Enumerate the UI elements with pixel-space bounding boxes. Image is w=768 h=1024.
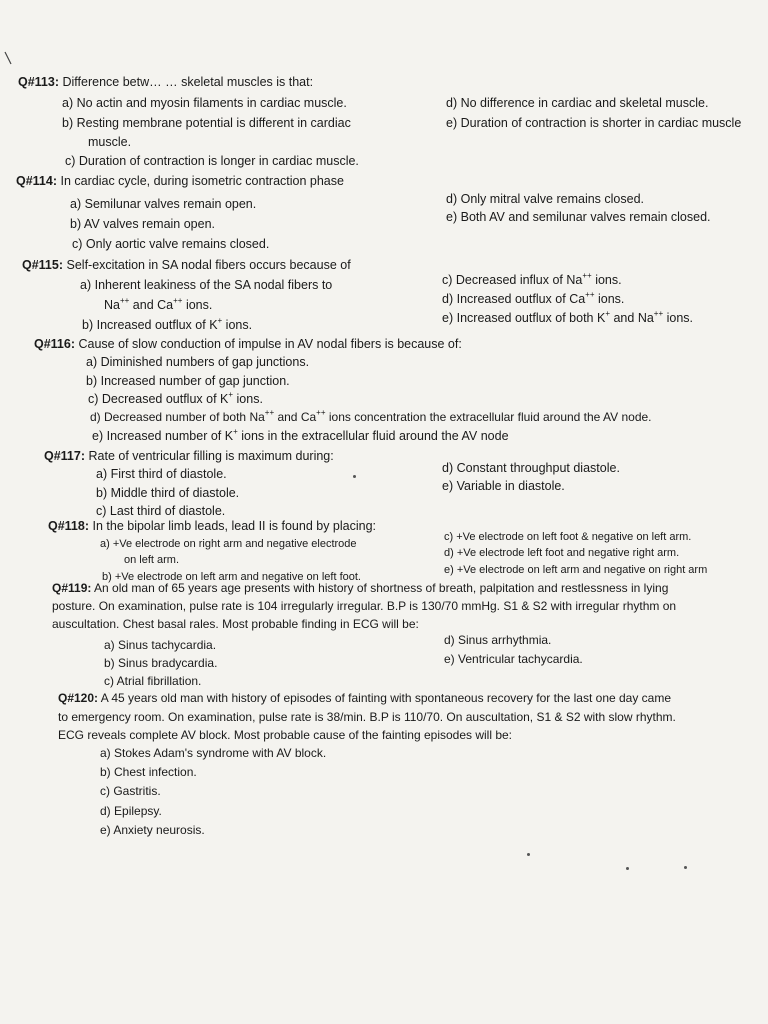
question-text: Rate of ventricular filling is maximum during: [88,449,334,463]
speck [353,475,356,478]
question-text: Difference betw… … skeletal muscles is that: [62,75,314,89]
option-119-e: e) Ventricular tachycardia. [444,652,583,666]
question-118 [48,518,376,534]
option-116-d: d) Decreased number of both Na++ and Ca++ ions concentration the extracellular fluid around the AV node. [90,408,652,424]
option-119-b: b) Sinus bradycardia. [104,656,218,670]
option-118-c: c) +Ve electrode on left foot & negative on left arm. [444,531,692,543]
question-number: Q#120: [58,691,99,705]
option-118-b: b) +Ve electrode on left arm and negative on left foot. [102,571,361,583]
option-115-b: b) Increased outflux of K+ ions. [82,315,253,332]
option-114-a: a) Semilunar valves remain open. [70,197,257,211]
question-number: Q#115: [22,258,64,272]
option-117-a: a) First third of diastole. [96,467,227,481]
question-120-line3: ECG reveals complete AV block. Most probable cause of the fainting episodes will be: [58,728,513,742]
question-number: Q#116: [34,337,76,351]
question-number: Q#117: [44,449,86,463]
speck [626,867,629,870]
question-number: Q#114: [16,174,58,188]
speck [527,853,530,856]
question-text: Cause of slow conduction of impulse in AV nodal fibers is because of: [78,337,462,351]
option-117-b: b) Middle third of diastole. [96,486,240,500]
question-119-line3: auscultation. Chest basal rales. Most probable finding in ECG will be: [52,617,419,631]
question-120-line2: to emergency room. On examination, pulse rate is 38/min. B.P is 110/70. On auscultation, S1 & S2 with slow rhythm. [58,710,676,724]
question-text: In cardiac cycle, during isometric contraction phase [60,174,344,188]
option-113-a: a) No actin and myosin filaments in cardiac muscle. [62,96,347,110]
option-120-a: a) Stokes Adam's syndrome with AV block. [100,746,327,760]
option-119-d: d) Sinus arrhythmia. [444,633,552,647]
option-114-d: d) Only mitral valve remains closed. [446,192,645,206]
option-116-b: b) Increased number of gap junction. [86,374,290,388]
option-120-b: b) Chest infection. [100,765,197,779]
option-117-e: e) Variable in diastole. [442,479,565,493]
option-119-a: a) Sinus tachycardia. [104,638,217,652]
question-113 [18,74,313,90]
question-120 [58,690,671,706]
option-120-e: e) Anxiety neurosis. [100,823,205,837]
option-113-e: e) Duration of contraction is shorter in cardiac muscle [446,116,742,130]
option-113-b: b) Resting membrane potential is different in cardiac [62,116,351,130]
question-115 [22,257,351,273]
question-text-line1: An old man of 65 years age presents with history of shortness of breath, palpitation and restlessness in lying [94,581,669,595]
option-117-d: d) Constant throughput diastole. [442,461,620,475]
option-118-a: a) +Ve electrode on right arm and negative electrode [100,538,357,550]
question-116 [34,336,462,352]
option-116-c: c) Decreased outflux of K+ ions. [88,389,263,406]
question-text-line1: A 45 years old man with history of episodes of fainting with spontaneous recovery for the last one day came [100,691,672,705]
question-114 [16,173,344,189]
question-119 [52,580,668,596]
question-117 [44,448,334,464]
option-114-e: e) Both AV and semilunar valves remain closed. [446,210,711,224]
question-number: Q#118: [48,519,90,533]
option-115-a-cont: Na++ and Ca++ ions. [104,295,213,312]
option-118-d: d) +Ve electrode left foot and negative right arm. [444,547,680,559]
question-number: Q#119: [52,581,92,595]
option-113-d: d) No difference in cardiac and skeletal muscle. [446,96,709,110]
question-119-line2: posture. On examination, pulse rate is 104 irregularly irregular. B.P is 130/70 mmHg. S1 & S2 with irregular rhythm on [52,599,677,613]
option-115-a: a) Inherent leakiness of the SA nodal fibers to [80,278,333,292]
option-116-e: e) Increased number of K+ ions in the extracellular fluid around the AV node [92,426,509,443]
question-text: Self-excitation in SA nodal fibers occurs because of [66,258,351,272]
option-113-c: c) Duration of contraction is longer in cardiac muscle. [65,154,359,168]
option-120-d: d) Epilepsy. [100,804,162,818]
option-114-c: c) Only aortic valve remains closed. [72,237,270,251]
question-number: Q#113: [18,75,60,89]
speck [684,866,687,869]
option-118-e: e) +Ve electrode on left arm and negative on right arm [444,564,708,576]
option-116-a: a) Diminished numbers of gap junctions. [86,355,310,369]
option-115-c: c) Decreased influx of Na++ ions. [442,270,622,287]
option-118-a-cont: on left arm. [124,554,180,566]
pen-mark-icon [2,50,16,70]
option-119-c: c) Atrial fibrillation. [104,674,202,688]
option-117-c: c) Last third of diastole. [96,504,226,518]
option-115-d: d) Increased outflux of Ca++ ions. [442,289,625,306]
question-text: In the bipolar limb leads, lead II is found by placing: [92,519,377,533]
option-113-b-cont: muscle. [88,135,132,149]
option-114-b: b) AV valves remain open. [70,217,216,231]
option-115-e: e) Increased outflux of both K+ and Na++ ions. [442,308,694,325]
option-120-c: c) Gastritis. [100,784,161,798]
